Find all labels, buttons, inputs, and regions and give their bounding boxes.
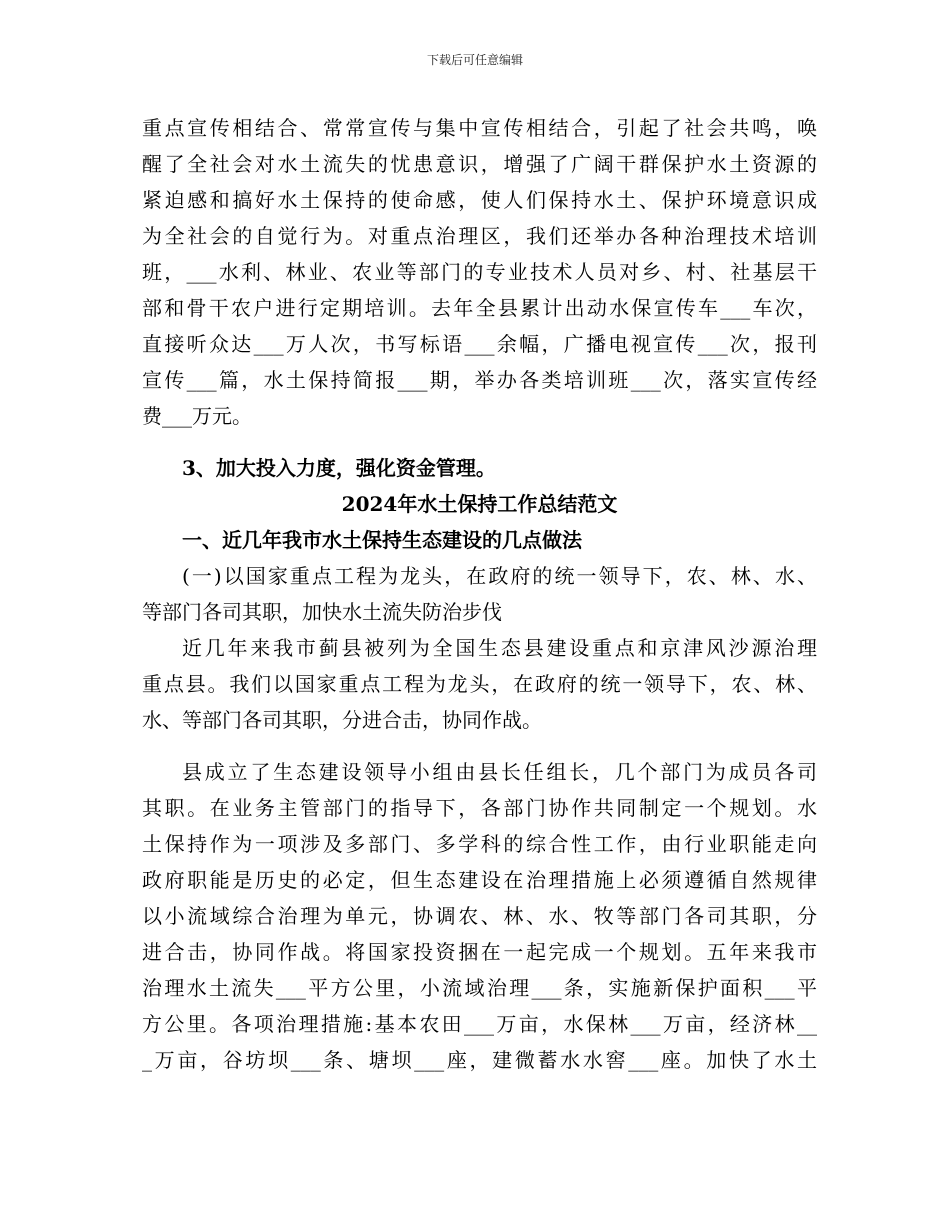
paragraph-gap [142, 434, 817, 450]
text-line: 为全社会的自觉行为。对重点治理区，我们还举办各种治理技术培训 [142, 224, 817, 248]
text-line: 方公里。各项治理措施:基本农田___万亩，水保林___万亩，经济林__ [142, 1012, 817, 1036]
text-line: 治理水土流失___平方公里，小流域治理___条，实施新保护面积___平 [142, 976, 817, 1000]
paragraph-publicity [142, 110, 817, 434]
text-line: 宣传___篇，水土保持简报___期，举办各类培训班___次，落实宣传经 [142, 368, 817, 392]
paragraph-jixian [142, 630, 817, 738]
document-body [142, 110, 817, 1078]
text-line: _万亩，谷坊坝___条、塘坝___座，建微蓄水水窖___座。加快了水土 [142, 1048, 817, 1072]
text-line: 其职。在业务主管部门的指导下，各部门协作共同制定一个规划。水 [142, 796, 817, 820]
text-line: 醒了全社会对水土流失的忧患意识，增强了广阔干群保护水土资源的 [142, 152, 817, 176]
section-heading-1: 一、近几年我市水土保持生态建设的几点做法 [182, 528, 582, 552]
text-line: 土保持作为一项涉及多部门、多学科的综合性工作，由行业职能走向 [142, 832, 817, 856]
text-line: (一)以国家重点工程为龙头，在政府的统一领导下，农、林、水、 [182, 564, 817, 588]
text-line: 水、等部门各司其职，分进合击，协同作战。 [142, 708, 542, 732]
paragraph-leadership-group [142, 754, 817, 1078]
text-line: 县成立了生态建设领导小组由县长任组长，几个部门为成员各司 [182, 760, 817, 784]
text-line: 等部门各司其职，加快水土流失防治步伐 [142, 600, 502, 624]
text-line: 政府职能是历史的必定，但生态建设在治理措施上必须遵循自然规律 [142, 868, 817, 892]
text-line: 紧迫感和搞好水土保持的使命感，使人们保持水土、保护环境意识成 [142, 188, 817, 212]
subheading-1 [142, 558, 817, 630]
text-line: 重点县。我们以国家重点工程为龙头，在政府的统一领导下，农、林、 [142, 672, 817, 696]
text-line: 重点宣传相结合、常常宣传与集中宣传相结合，引起了社会共鸣，唤 [142, 116, 817, 140]
text-line: 直接听众达___万人次，书写标语___余幅，广播电视宣传___次，报刊 [142, 332, 817, 356]
text-line: 近几年来我市蓟县被列为全国生态县建设重点和京津风沙源治理 [182, 636, 817, 660]
text-line: 部和骨干农户进行定期培训。去年全县累计出动水保宣传车___车次， [142, 296, 817, 320]
paragraph-gap [142, 738, 817, 754]
page-header-note: 下载后可任意编辑 [426, 53, 523, 67]
text-line: 班，___水利、林业、农业等部门的专业技术人员对乡、村、社基层干 [142, 260, 817, 284]
section-heading-3: 3、加大投入力度，强化资金管理。 [182, 456, 496, 480]
text-line: 费___万元。 [142, 404, 252, 428]
text-line: 进合击，协同作战。将国家投资捆在一起完成一个规划。五年来我市 [142, 940, 817, 964]
text-line: 以小流域综合治理为单元，协调农、林、水、牧等部门各司其职，分 [142, 904, 817, 928]
document-title: 2024年水土保持工作总结范文 [341, 492, 618, 516]
